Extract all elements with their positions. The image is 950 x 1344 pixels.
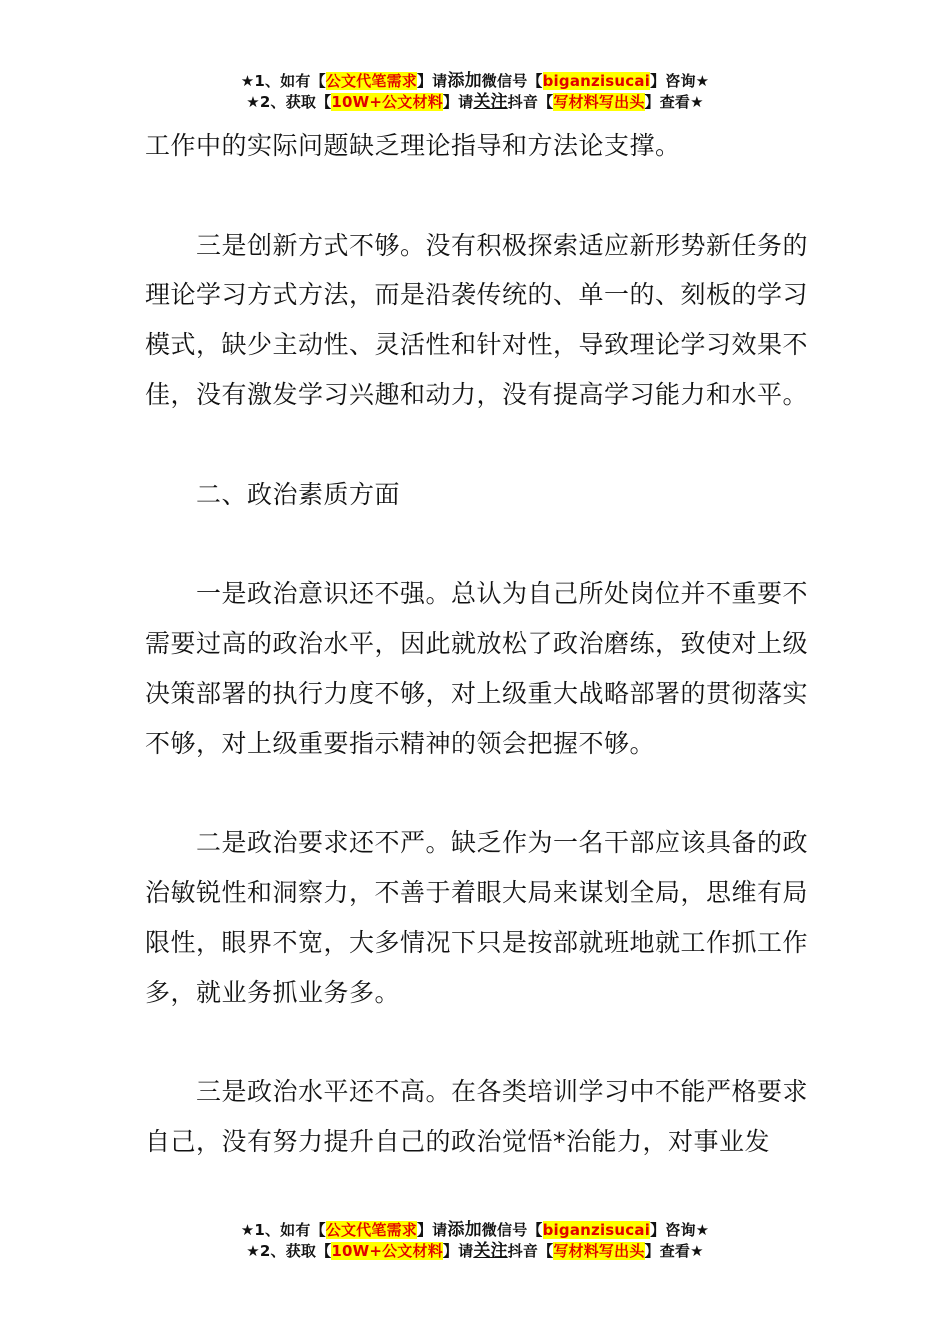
banner-text: 】查看★ [644, 93, 704, 111]
banner-emphasis: 关注 [473, 92, 508, 112]
banner-line-2 [0, 1241, 950, 1262]
banner-text: 抖音【 [507, 1242, 554, 1260]
banner-text: 】请 [442, 93, 474, 111]
highlight-materials: 10W+公文材料 [331, 1242, 443, 1260]
highlight-douyin-id: 写材料写出头 [553, 93, 645, 111]
banner-text: 】请 [416, 72, 448, 90]
highlight-materials: 10W+公文材料 [331, 93, 443, 111]
banner-text: 】查看★ [644, 1242, 704, 1260]
paragraph-continuation: 工作中的实际问题缺乏理论指导和方法论支撑。 [145, 131, 681, 160]
header-banner [0, 71, 950, 113]
section-heading: 二、政治素质方面 [196, 479, 401, 509]
banner-text: 】咨询★ [650, 1221, 710, 1239]
paragraph-political-requirements: 二是政治要求还不严。缺乏作为一名干部应该具备的政治敏锐性和洞察力，不善于着眼大局来谋划全局，思维有局限性，眼界不宽，大多情况下只是按部就班地就工作抓工作多，就业务抓业务多。 [145, 828, 809, 1007]
banner-text: ★2、获取【 [246, 93, 332, 111]
banner-text: 】请 [416, 1221, 448, 1239]
banner-text: 微信号【 [481, 72, 543, 90]
banner-line-1 [0, 71, 950, 92]
banner-text: 】咨询★ [650, 72, 710, 90]
banner-emphasis: 添加 [447, 71, 482, 91]
paragraph-innovation: 三是创新方式不够。没有积极探索适应新形势新任务的理论学习方式方法，而是沿袭传统的、单一的、刻板的学习模式，缺少主动性、灵活性和针对性，导致理论学习效果不佳，没有激发学习兴趣和动力，没有提高学习能力和水平。 [145, 230, 809, 409]
banner-emphasis: 添加 [447, 1220, 482, 1240]
banner-text: ★1、如有【 [240, 72, 326, 90]
banner-emphasis: 关注 [473, 1241, 508, 1261]
banner-text: 微信号【 [481, 1221, 543, 1239]
banner-text: ★2、获取【 [246, 1242, 332, 1260]
footer-banner [0, 1220, 950, 1262]
banner-text: 】请 [442, 1242, 474, 1260]
highlight-wechat-id: biganzisucai [542, 1221, 651, 1239]
highlight-service: 公文代笔需求 [325, 72, 417, 90]
banner-text: 抖音【 [507, 93, 554, 111]
highlight-wechat-id: biganzisucai [542, 72, 651, 90]
banner-line-1 [0, 1220, 950, 1241]
highlight-douyin-id: 写材料写出头 [553, 1242, 645, 1260]
document-body [145, 121, 810, 1167]
banner-text: ★1、如有【 [240, 1221, 326, 1239]
paragraph-political-level: 三是政治水平还不高。在各类培训学习中不能严格要求自己，没有努力提升自己的政治觉悟*治能力，对事业发 [145, 1077, 809, 1156]
banner-line-2 [0, 92, 950, 113]
highlight-service: 公文代笔需求 [325, 1221, 417, 1239]
paragraph-political-awareness: 一是政治意识还不强。总认为自己所处岗位并不重要不需要过高的政治水平，因此就放松了政治磨练，致使对上级决策部署的执行力度不够，对上级重大战略部署的贯彻落实不够，对上级重要指示精神的领会把握不够。 [145, 579, 809, 758]
